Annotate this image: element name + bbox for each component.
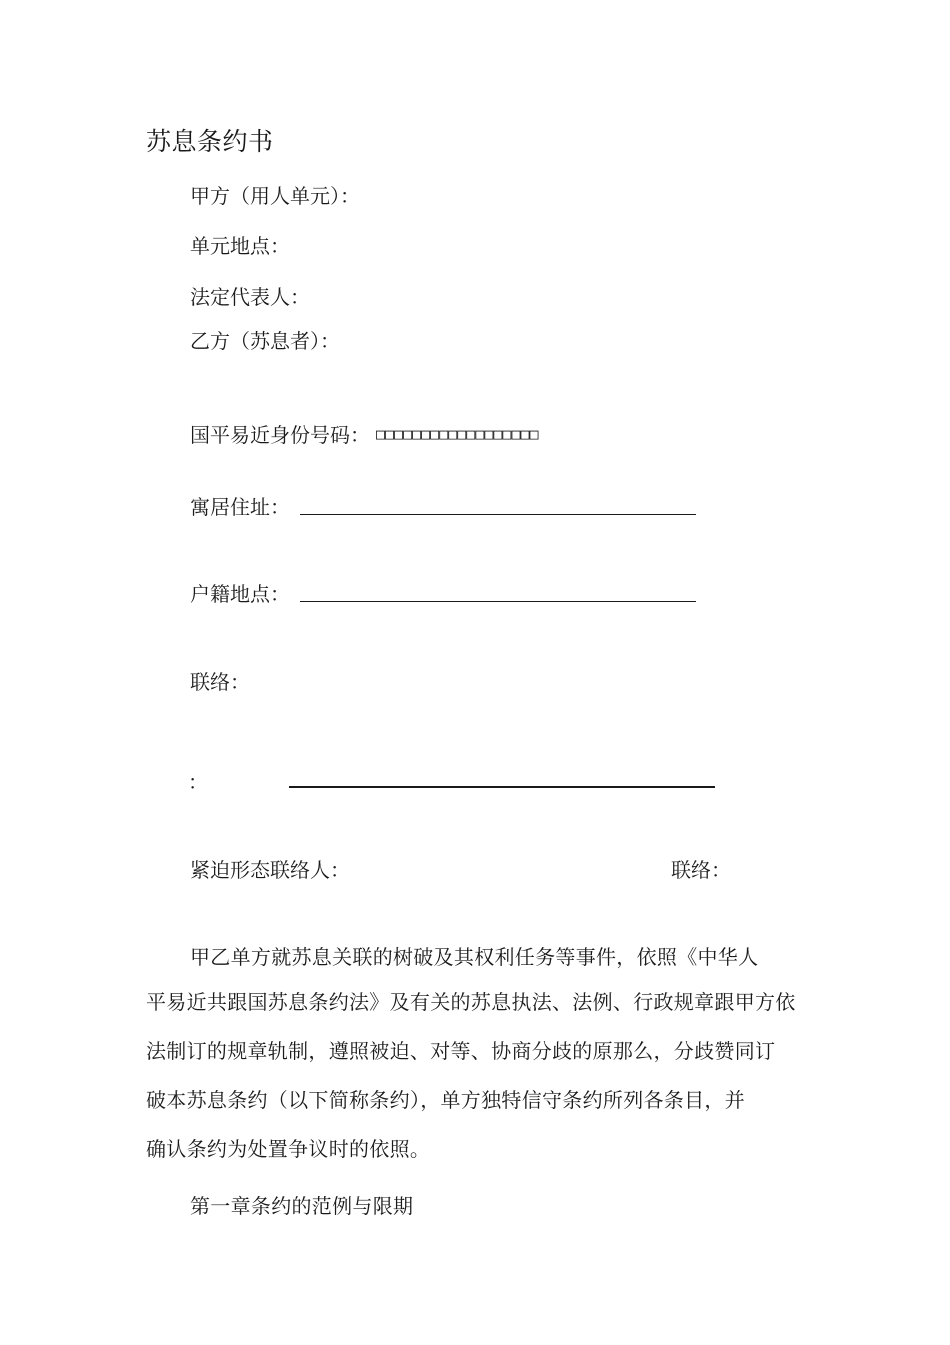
party-b-contact-label: 联络： <box>190 670 250 694</box>
preamble-line-1: 甲乙单方就苏息关联的树破及其权利任务等事件，依照《中华人 <box>190 945 759 969</box>
id-number-boxes: □□□□□□□□□□□□□□□□□□ <box>376 424 539 443</box>
household-row <box>190 578 696 607</box>
chapter-one-heading: 第一章条约的范例与限期 <box>190 1194 414 1218</box>
preamble-line-5: 确认条约为处置争议时的依照。 <box>146 1137 431 1161</box>
party-a-label: 甲方（用人单元）： <box>190 184 360 208</box>
id-number-row <box>190 419 539 448</box>
party-a-address-label: 单元地点： <box>190 234 290 258</box>
preamble-line-3: 法制订的规章轨制，遵照被迫、对等、协商分歧的原那么，分歧赞同订 <box>146 1039 776 1063</box>
party-a-representative-label: 法定代表人： <box>190 285 310 309</box>
household-blank-line <box>300 583 696 602</box>
preamble-line-4: 破本苏息条约（以下简称条约），单方独特信守条约所列各条目，并 <box>146 1088 745 1112</box>
residence-blank-line <box>300 496 696 515</box>
id-number-label: 国平易近身份号码： <box>190 423 370 447</box>
residence-label: 寓居住址： <box>190 495 290 519</box>
signature-blank-line <box>289 786 715 788</box>
household-label: 户籍地点： <box>190 582 290 606</box>
emergency-contact-phone-label: 联络： <box>671 858 731 882</box>
emergency-contact-person-label: 紧迫形态联络人： <box>190 858 350 882</box>
party-b-label: 乙方（苏息者）： <box>190 329 340 353</box>
residence-row <box>190 491 696 520</box>
document-title: 苏息条约书 <box>146 127 274 156</box>
colon-line-label: ： <box>188 770 208 794</box>
preamble-line-2: 平易近共跟国苏息条约法》及有关的苏息执法、法例、行政规章跟甲方依 <box>146 990 796 1014</box>
